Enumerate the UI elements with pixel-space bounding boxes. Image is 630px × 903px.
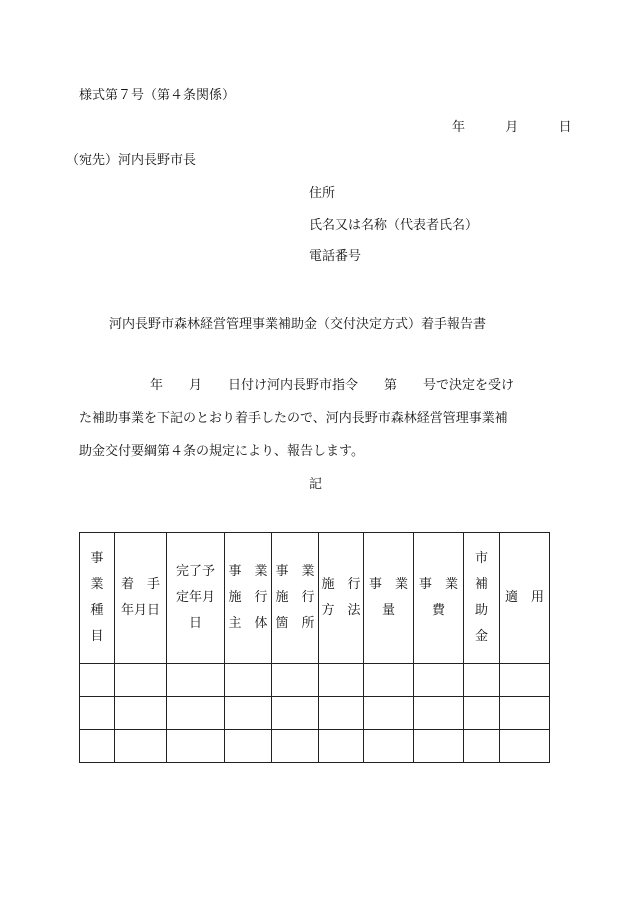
header-cost (414, 533, 464, 664)
header-text: 助 (474, 603, 488, 618)
header-method (319, 533, 364, 664)
header-text: 日 (188, 616, 202, 631)
table-cell[interactable] (414, 730, 464, 763)
header-text: 種 (90, 603, 104, 618)
table-cell[interactable] (115, 730, 167, 763)
header-text: 補 (474, 577, 488, 592)
table-cell[interactable] (319, 697, 364, 730)
table-cell[interactable] (464, 730, 500, 763)
table-cell[interactable] (80, 730, 115, 763)
table-row (80, 730, 550, 763)
table-cell[interactable] (319, 730, 364, 763)
table-cell[interactable] (464, 664, 500, 697)
header-text: 事 (90, 551, 104, 566)
header-text: 方 法 (321, 603, 361, 618)
header-text: 事 業 (228, 564, 268, 579)
table-cell[interactable] (80, 664, 115, 697)
table-cell[interactable] (500, 664, 550, 697)
table-cell[interactable] (364, 664, 414, 697)
header-text: 主 体 (228, 616, 268, 631)
table-cell[interactable] (167, 664, 225, 697)
header-text: 施 行 (275, 590, 315, 605)
project-table (79, 532, 550, 763)
header-implementer (225, 533, 272, 664)
ki-marker: 記 (309, 477, 323, 492)
header-text: 完了予 (175, 564, 215, 579)
header-text: 適 用 (504, 590, 544, 605)
header-text: 費 (431, 603, 445, 618)
header-text: 施 行 (321, 577, 361, 592)
table-cell[interactable] (272, 664, 319, 697)
header-text: 事 業 (368, 577, 408, 592)
addressee: （宛先）河内長野市長 (66, 153, 197, 168)
header-text: 箇 所 (275, 616, 315, 631)
document-title: 河内長野市森林経営管理事業補助金（交付決定方式）着手報告書 (109, 317, 487, 332)
table-cell[interactable] (272, 730, 319, 763)
table-cell[interactable] (115, 697, 167, 730)
header-text: 目 (90, 629, 104, 644)
header-text: 金 (474, 629, 488, 644)
date-line (452, 121, 572, 134)
table-cell[interactable] (500, 730, 550, 763)
table-cell[interactable] (167, 697, 225, 730)
table-cell[interactable] (364, 697, 414, 730)
table-cell[interactable] (414, 664, 464, 697)
header-text: 年月日 (120, 603, 160, 618)
header-text: 事 業 (275, 564, 315, 579)
date-year: 年 (452, 120, 466, 135)
table-cell[interactable] (225, 730, 272, 763)
table-cell[interactable] (464, 697, 500, 730)
header-text: 施 行 (228, 590, 268, 605)
table-cell[interactable] (500, 697, 550, 730)
header-completion-date (167, 533, 225, 664)
table-cell[interactable] (80, 697, 115, 730)
body-line-3: 助金交付要綱第４条の規定により、報告します。 (79, 444, 364, 459)
table-cell[interactable] (364, 730, 414, 763)
header-text: 事 業 (418, 577, 458, 592)
header-text: 定年月 (175, 590, 215, 605)
table-cell[interactable] (272, 697, 319, 730)
name-label: 氏名又は名称（代表者氏名） (309, 218, 479, 233)
table-row (80, 664, 550, 697)
form-number: 様式第７号（第４条関係） (79, 88, 236, 103)
date-day: 日 (558, 120, 572, 135)
address-label: 住所 (309, 186, 336, 201)
header-text: 量 (381, 603, 395, 618)
phone-label: 電話番号 (309, 249, 362, 264)
table-cell[interactable] (225, 697, 272, 730)
header-start-date (115, 533, 167, 664)
table-cell[interactable] (115, 664, 167, 697)
header-remarks (500, 533, 550, 664)
body-line-2: た補助事業を下記のとおり着手したので、河内長野市森林経営管理事業補 (79, 411, 508, 426)
table-cell[interactable] (167, 730, 225, 763)
header-text: 着 手 (120, 577, 160, 592)
table-cell[interactable] (225, 664, 272, 697)
header-text: 業 (90, 577, 104, 592)
table-cell[interactable] (319, 664, 364, 697)
header-subsidy (464, 533, 500, 664)
header-location (272, 533, 319, 664)
header-quantity (364, 533, 414, 664)
table-cell[interactable] (414, 697, 464, 730)
header-category (80, 533, 115, 664)
date-month: 月 (505, 120, 519, 135)
table-header-row (80, 533, 550, 664)
table-row (80, 697, 550, 730)
header-text: 市 (474, 551, 488, 566)
body-line-1: 年 月 日付け河内長野市指令 第 号で決定を受け (150, 378, 515, 393)
